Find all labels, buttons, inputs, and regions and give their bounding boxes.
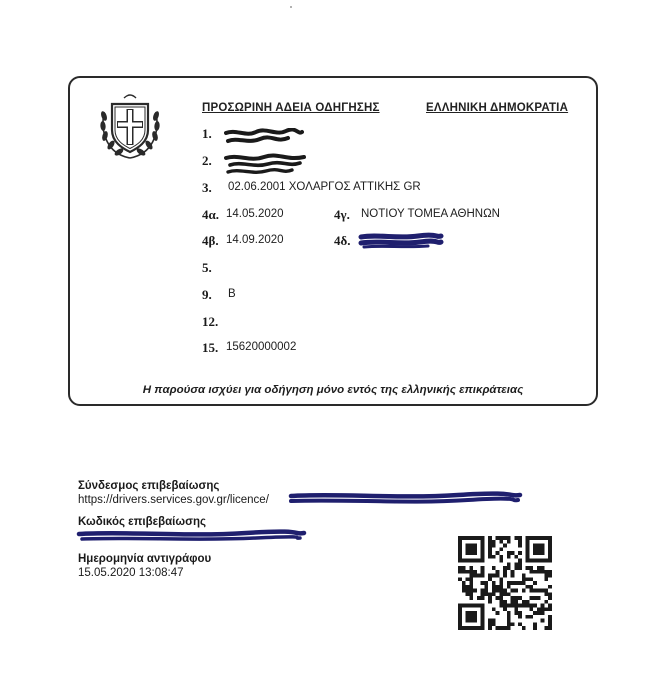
verification-code-label: Κωδικός επιβεβαίωσης [78, 516, 206, 528]
verification-link-label: Σύνδεσμος επιβεβαίωσης [78, 480, 220, 492]
field-12-label: 12. [202, 314, 219, 329]
field-1-label: 1. [202, 126, 212, 141]
field-9-label: 9. [202, 287, 212, 302]
field-2-label: 2. [202, 153, 212, 168]
field-4d-label: 4δ. [334, 233, 351, 248]
issuing-country: ΕΛΛΗΝΙΚΗ ΔΗΜΟΚΡΑΤΙΑ [426, 102, 569, 114]
copy-date: 15.05.2020 13:08:47 [78, 567, 184, 579]
field-4c-label: 4γ. [334, 207, 350, 222]
birth-date-place: 02.06.2001 ΧΟΛΑΡΓΟΣ ΑΤΤΙΚΗΣ GR [228, 181, 421, 193]
field-4b-label: 4β. [202, 233, 219, 248]
field-15-label: 15. [202, 340, 219, 355]
redacted-surname [224, 128, 304, 146]
copy-date-label: Ημερομηνία αντιγράφου [78, 553, 212, 565]
issuing-authority: ΝΟΤΙΟΥ ΤΟΜΕΑ ΑΘΗΝΩΝ [361, 208, 500, 220]
licence-number: 15620000002 [226, 341, 297, 353]
document-title: ΠΡΟΣΩΡΙΝΗ ΑΔΕΙΑ ΟΔΗΓΗΣΗΣ [202, 102, 380, 114]
issue-date: 14.05.2020 [226, 208, 284, 220]
field-5-label: 5. [202, 260, 212, 275]
field-3-label: 3. [202, 180, 212, 195]
licence-category: B [228, 288, 236, 300]
expiry-date: 14.09.2020 [226, 234, 284, 246]
licence-card [68, 76, 598, 406]
validity-note: Η παρούσα ισχύει για οδήγηση μόνο εντός της ελληνικής επικράτειας [142, 384, 524, 396]
scan-speck [290, 6, 292, 8]
redacted-verification-link [288, 491, 524, 507]
greek-coat-of-arms-icon [98, 90, 162, 162]
redacted-verification-code [76, 529, 308, 543]
field-4a-label: 4α. [202, 207, 220, 222]
redacted-id-number [358, 231, 444, 251]
verification-link[interactable]: https://drivers.services.gov.gr/licence/ [78, 494, 269, 506]
qr-code-icon [458, 536, 552, 630]
redacted-given-name [224, 153, 308, 177]
